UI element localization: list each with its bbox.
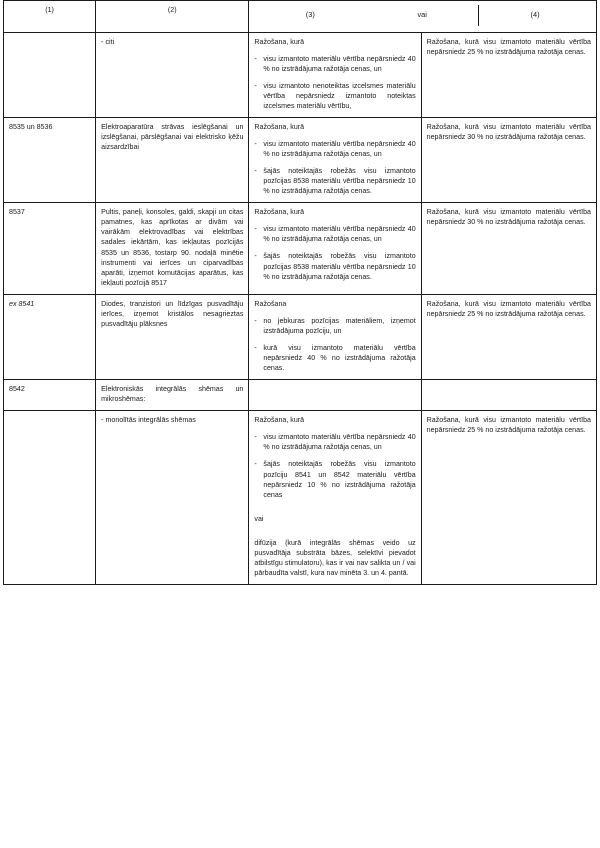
rule-spacer — [254, 531, 415, 538]
row-description: - monolītās integrālās shēmas — [96, 411, 249, 585]
row-code: 8535 un 8536 — [4, 117, 96, 202]
row-description: Diodes, tranzistori un līdzīgas pusvadītāju ierīces, izņemot kristālos nesagrieztas pusvadītāju plāksnes — [96, 294, 249, 379]
table-row — [4, 380, 597, 411]
dash-marker: - — [254, 252, 257, 261]
row-rule-col4 — [421, 294, 596, 379]
rule-para: Ražošana, kurā visu izmantoto materiālu vērtība nepārsniedz 25 % no izstrādājuma ražotāja cenas. — [426, 37, 591, 56]
table-row — [4, 411, 597, 585]
rule-para: Ražošana, kurā — [254, 208, 305, 217]
rule-bullet-text: visu izmantoto materiālu vērtība nepārsniedz 40 % no izstrādājuma ražotāja cenas, un — [263, 433, 416, 452]
row-rule-col4 — [421, 117, 596, 202]
rule-para: Ražošana, kurā — [254, 37, 305, 46]
dash-marker: - — [254, 225, 257, 234]
rule-bullet-text: no jebkuras pozīcijas materiāliem, izņemot izstrādājuma pozīciju, un — [263, 316, 416, 335]
row-description: - citi — [96, 32, 249, 117]
rule-bullet-text: kurā visu izmantoto materiālu vērtība nepārsniedz 40 % no izstrādājuma ražotāja cenas. — [263, 343, 416, 373]
rule-bullet-text: šajās noteiktajās robežās visu izmantoto pozīciju 8541 un 8542 materiālu vērtība nepārsniedz 10 % no izstrādājuma ražotāja cenas — [263, 460, 416, 499]
dash-marker: - — [254, 167, 257, 176]
dash-marker: - — [254, 54, 257, 63]
rule-bullet — [254, 343, 415, 373]
rule-bullet — [254, 81, 415, 111]
rule-bullet-text: visu izmantoto materiālu vērtība nepārsniedz 40 % no izstrādājuma ražotāja cenas, un — [263, 139, 416, 159]
rule-bullet — [254, 139, 415, 159]
rule-para: Ražošana — [254, 299, 287, 308]
row-code: ex 8541 — [4, 294, 96, 379]
table-row — [4, 203, 597, 295]
header-col1: (1) — [4, 1, 96, 33]
rule-bullet — [254, 459, 415, 499]
dash-marker: - — [254, 139, 257, 148]
row-rule-col3 — [249, 411, 421, 585]
header-col3-col4 — [249, 1, 597, 33]
rule-para: difūzija (kurā integrālās shēmas veido uz pusvadītāja substrāta bāzes, selektīvi pievadot atbilstīgu stimulatoru), kas ir vai nav salikta un / vai pārbaudīta valstī, kura nav minēta 3. un 4. pantā. — [254, 538, 416, 577]
rule-bullet — [254, 224, 415, 244]
row-code: 8542 — [4, 380, 96, 411]
dash-marker: - — [254, 433, 257, 442]
rule-bullet-text: šajās noteiktajās robežās visu izmantoto pozīcijas 8538 materiālu vērtība nepārsniedz 10 % no izstrādājuma ražotāja cenas. — [263, 167, 416, 196]
row-description: Elektroniskās integrālās shēmas un mikroshēmas: — [96, 380, 249, 411]
row-rule-col3 — [249, 32, 421, 117]
row-code — [4, 411, 96, 585]
rules-of-origin-table — [3, 0, 597, 585]
dash-marker: - — [254, 460, 257, 469]
header-col4: (4) — [478, 5, 591, 26]
dash-marker: - — [254, 316, 257, 325]
rule-bullet-text: šajās noteiktajās robežās visu izmantoto pozīcijas 8538 materiālu vērtība nepārsniedz 10 % no izstrādājuma ražotāja cenas. — [263, 252, 416, 281]
rule-bullet — [254, 432, 415, 452]
table-row — [4, 32, 597, 117]
row-rule-col3 — [249, 203, 421, 295]
dash-marker: - — [254, 343, 257, 352]
row-code — [4, 32, 96, 117]
row-rule-col3-empty — [249, 380, 421, 411]
table-header-row — [4, 1, 597, 33]
rule-bullet-text: visu izmantoto nenoteiktas izcelsmes materiālu vērtība nepārsniedz izmantoto noteiktas izcelsmes materiālu vērtību, — [263, 81, 416, 110]
rule-bullet-text: visu izmantoto materiālu vērtība nepārsniedz 40 % no izstrādājuma ražotāja cenas, un — [263, 54, 416, 73]
rule-para: Ražošana, kurā visu izmantoto materiālu vērtība nepārsniedz 30 % no izstrādājuma ražotāja cenas. — [426, 122, 591, 141]
row-description: Elektroaparatūra strāvas ieslēgšanai un izslēgšanai, pārslēgšanai vai elektrisko ķēžu aizsardzībai — [96, 117, 249, 202]
rule-bullet — [254, 166, 415, 196]
row-rule-col3 — [249, 117, 421, 202]
rule-bullet-text: visu izmantoto materiālu vērtība nepārsniedz 40 % no izstrādājuma ražotāja cenas, un — [263, 225, 416, 244]
rule-bullet — [254, 316, 415, 336]
rule-para: Ražošana, kurā — [254, 122, 305, 131]
rule-para: Ražošana, kurā visu izmantoto materiālu vērtība nepārsniedz 30 % no izstrādājuma ražotāja cenas. — [426, 208, 591, 227]
row-rule-col4-empty — [421, 380, 596, 411]
rule-para: Ražošana, kurā visu izmantoto materiālu vērtība nepārsniedz 25 % no izstrādājuma ražotāja cenas. — [426, 299, 591, 318]
row-code: 8537 — [4, 203, 96, 295]
rule-alternative-label: vai — [254, 514, 264, 523]
header-col3: (3) — [305, 10, 315, 19]
rule-bullet — [254, 251, 415, 281]
dash-marker: - — [254, 81, 257, 90]
table-row — [4, 117, 597, 202]
row-rule-col3 — [249, 294, 421, 379]
row-rule-col4 — [421, 32, 596, 117]
row-rule-col4 — [421, 203, 596, 295]
rule-para: Ražošana, kurā — [254, 416, 305, 425]
rule-spacer — [254, 507, 415, 514]
header-vai: vai — [417, 10, 427, 19]
header-col2: (2) — [96, 1, 249, 33]
rule-para: Ražošana, kurā visu izmantoto materiālu vērtība nepārsniedz 25 % no izstrādājuma ražotāja cenas. — [426, 416, 591, 435]
rule-bullet — [254, 54, 415, 74]
row-description: Pultis, paneļi, konsoles, galdi, skapji un citas pamatnes, kas aprīkotas ar divām vai vairākām elektrovadības vai elektrības sadales iekārtām, kas iekļautas pozīcijās 8535 un 8536, tostarp 90. nodaļā minētie instrumenti vai ierīces un ciparvadības aparāti, izņemot komutācijas aparātus, kas iekļauti pozīcijā 8517 — [96, 203, 249, 295]
table-row — [4, 294, 597, 379]
row-rule-col4 — [421, 411, 596, 585]
